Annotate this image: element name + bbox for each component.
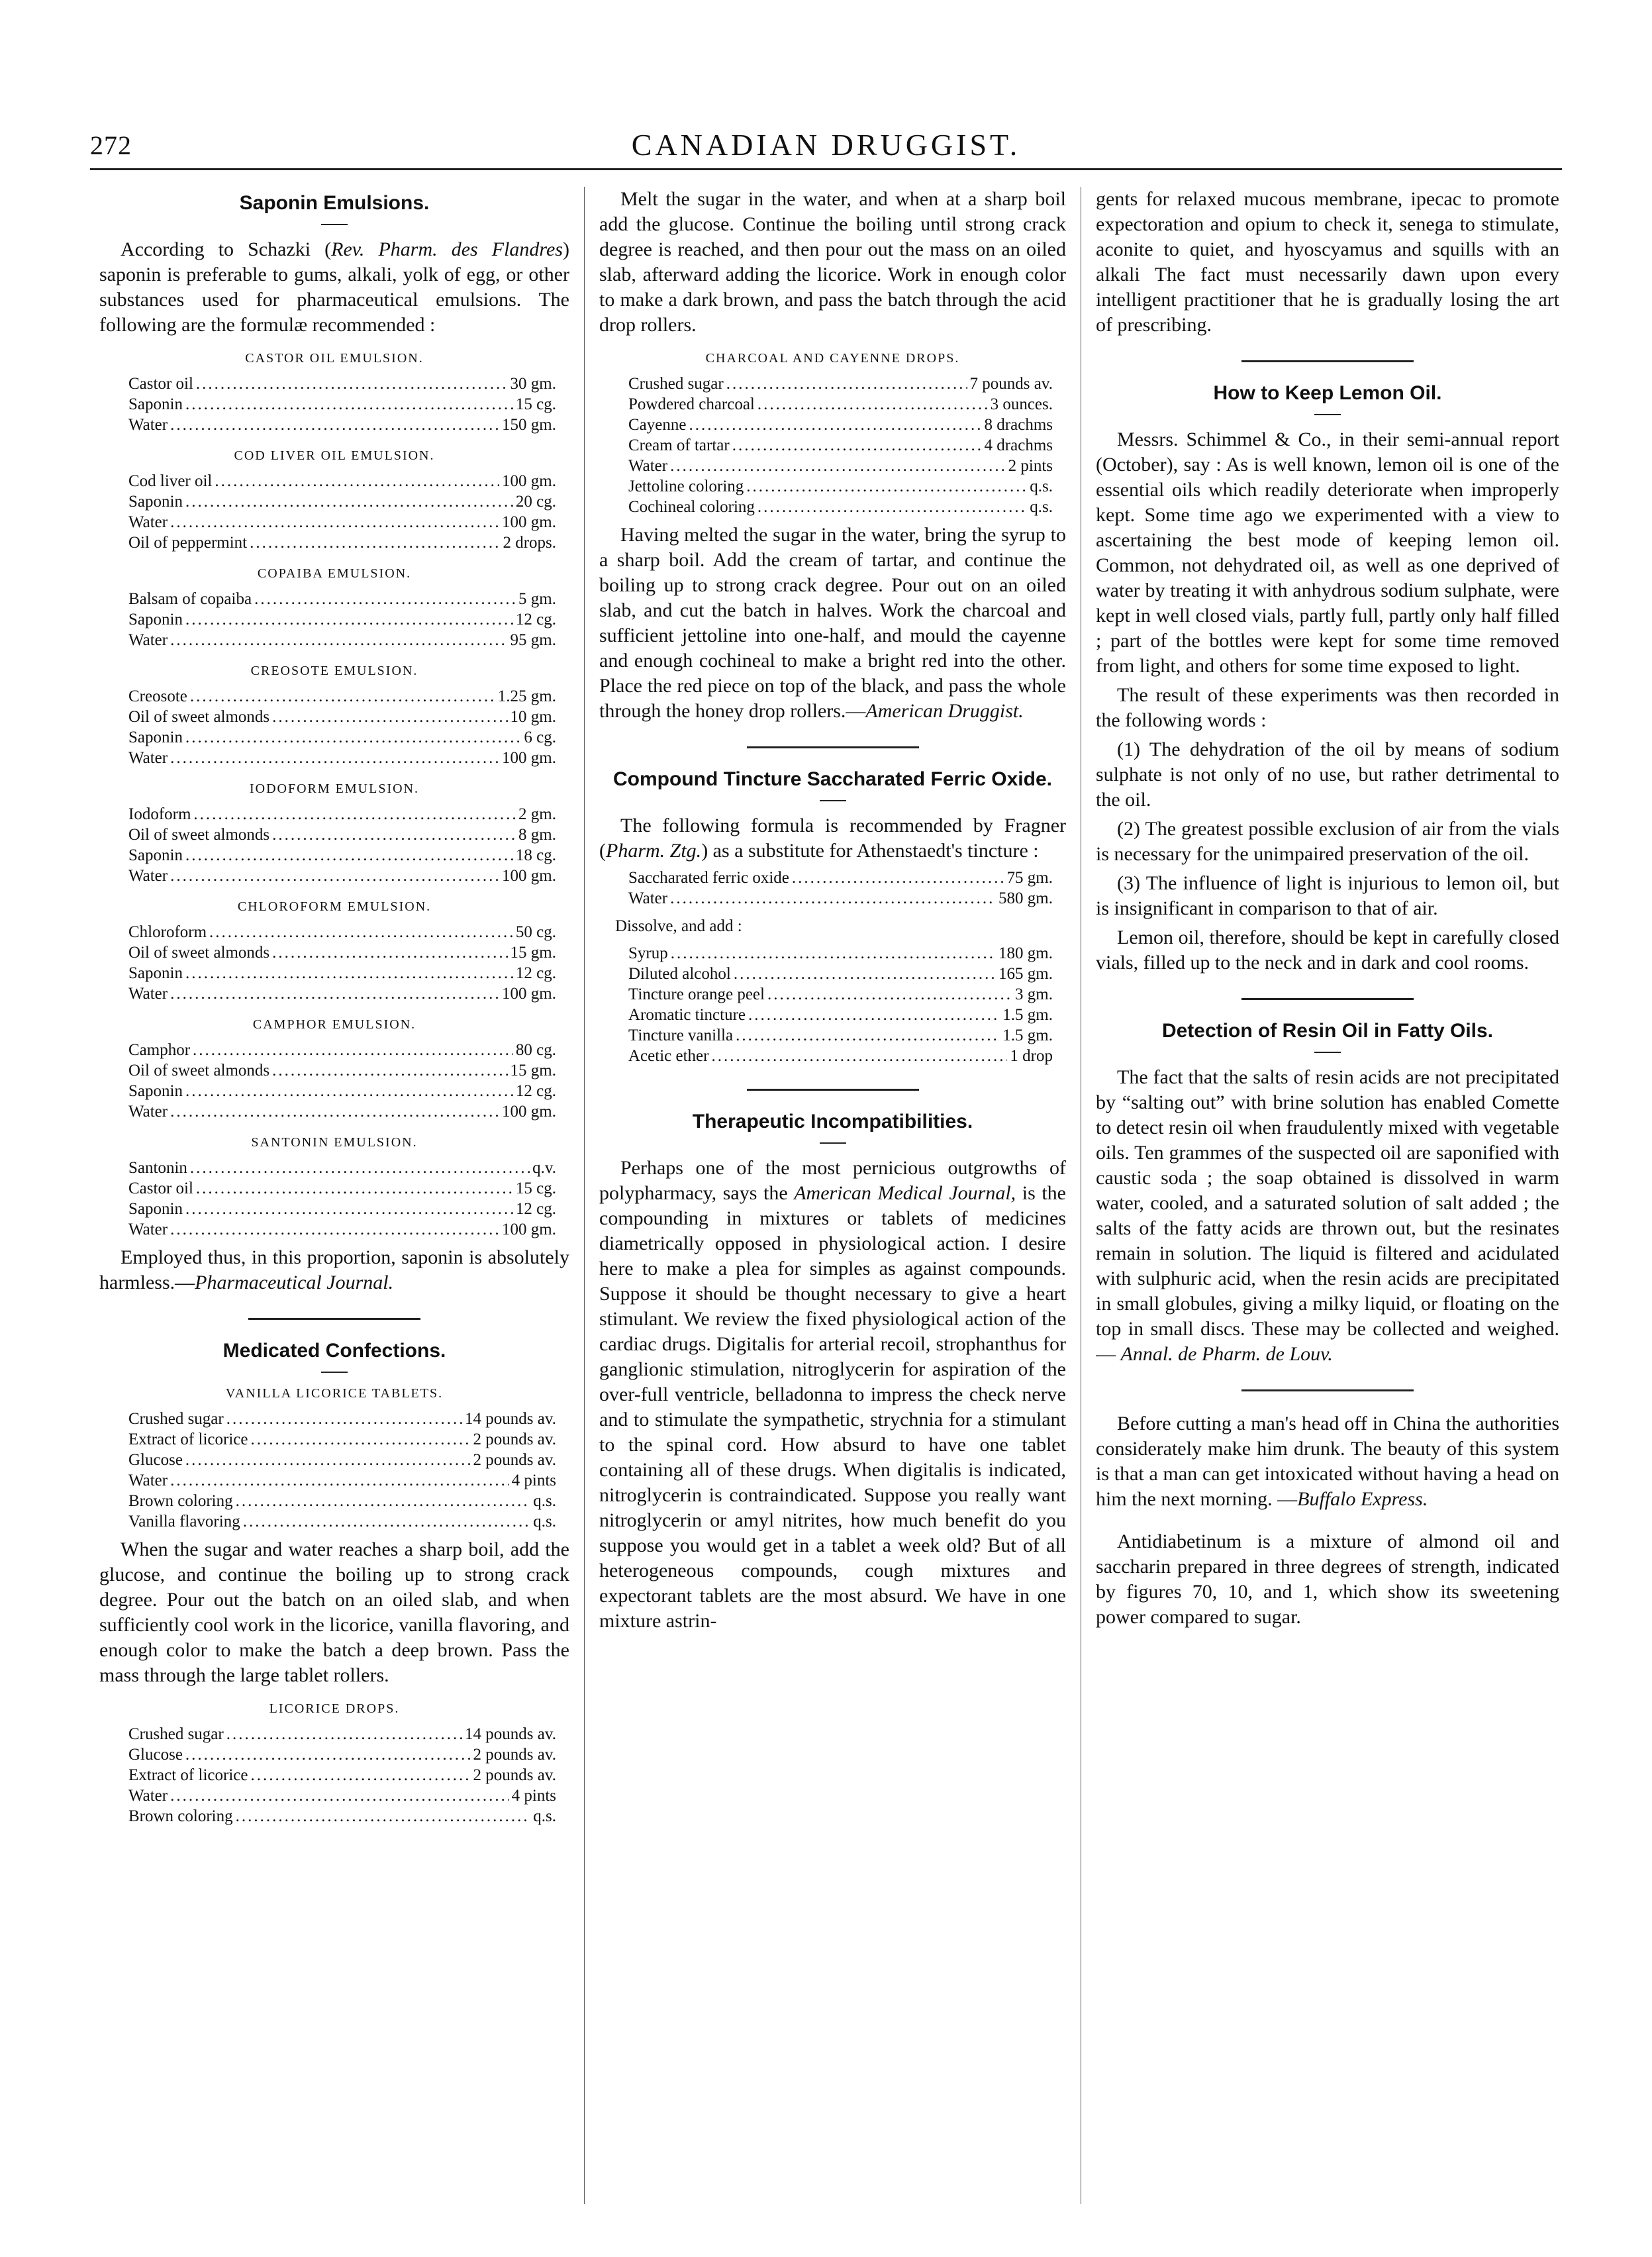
china-paragraph: Before cutting a man's head off in China the authorities considerately make him drunk. The beauty of this system is that a man can get intoxicated without having a head on him the next morning. —Buffalo Express.	[1096, 1413, 1559, 1510]
formula-line	[128, 532, 556, 553]
ingredient-name: Castor oil	[128, 1179, 193, 1197]
ingredient-name: Chloroform	[128, 923, 207, 941]
formula-line	[128, 1450, 556, 1470]
leader-dots	[734, 964, 996, 984]
article-title-lemon-oil: How to Keep Lemon Oil.	[1213, 382, 1442, 404]
formula-line	[128, 983, 556, 1004]
ingredient-name: Saponin	[128, 611, 183, 628]
ingredient-name: Brown coloring	[128, 1807, 233, 1825]
formula-line	[128, 1744, 556, 1765]
ingredient-name: Water	[128, 867, 168, 885]
column-1	[99, 187, 569, 2217]
ingredient-name: Oil of sweet almonds	[128, 826, 270, 844]
formula-block	[128, 922, 556, 1004]
ingredient-quantity: q.v.	[532, 1159, 556, 1177]
ingredient-quantity: 2 pounds av.	[473, 1746, 556, 1764]
ingredient-name: Saponin	[128, 964, 183, 982]
ingredient-name: Water	[628, 457, 668, 475]
ingredient-quantity: 14 pounds av.	[465, 1410, 556, 1428]
formula-line	[128, 825, 556, 845]
ingredient-quantity: 5 gm.	[518, 590, 556, 608]
leader-dots	[170, 415, 499, 435]
ingredient-quantity: 10 gm.	[510, 708, 556, 726]
ingredient-name: Water	[128, 985, 168, 1003]
ingredient-quantity: 6 cg.	[524, 728, 556, 746]
formula-line	[628, 868, 1053, 888]
formula-line	[128, 1060, 556, 1081]
leader-dots	[272, 825, 516, 845]
ingredient-quantity: 100 gm.	[502, 1221, 556, 1238]
leader-dots	[671, 943, 996, 964]
ingredient-quantity: 12 cg.	[515, 964, 556, 982]
confections-paragraph: When the sugar and water reaches a sharp boil, add the glucose, and continue the boiling up to strong crack degree. Pour out the batch on an oiled slab, and when sufficiently cool work in the licorice, vanilla flavoring, and enough color to make the batch a deep brown. Pass the mass through the large tablet rollers.	[99, 1538, 569, 1686]
ingredient-quantity: 12 cg.	[515, 611, 556, 628]
ingredient-name: Saponin	[128, 395, 183, 413]
ingredient-quantity: q.s.	[1030, 477, 1053, 495]
formula-charcoal-cayenne	[628, 374, 1053, 517]
therapeutic-continued: gents for relaxed mucous membrane, ipecac to promote expectoration and opium to check it, senega to stimulate, aconite to quiet, and hyoscyamus and squills with an alkali The fact must necessarily dawn upon every intelligent practitioner that he is gradually losing the art of prescribing.	[1096, 188, 1559, 336]
ingredient-quantity: 100 gm.	[502, 472, 556, 490]
leader-dots	[185, 1081, 513, 1101]
article-title-resin-oil: Detection of Resin Oil in Fatty Oils.	[1161, 1020, 1494, 1042]
formula-line	[128, 1178, 556, 1199]
lemon-paragraph-2: The result of these experiments was then recorded in the following words :	[1096, 684, 1559, 731]
ingredient-quantity: 15 gm.	[510, 944, 556, 962]
formula-line	[128, 727, 556, 748]
ingredient-name: Crushed sugar	[128, 1410, 224, 1428]
ingredient-name: Jettoline coloring	[628, 477, 744, 495]
formula-line	[628, 1005, 1053, 1025]
ingredient-name: Oil of sweet almonds	[128, 944, 270, 962]
ingredient-quantity: 2 pounds av.	[473, 1766, 556, 1784]
article-separator	[747, 1089, 919, 1091]
formula-block	[128, 804, 556, 886]
formula-line	[628, 415, 1053, 435]
formula-vanilla-licorice	[128, 1409, 556, 1532]
ingredient-quantity: 100 gm.	[502, 985, 556, 1003]
formula-line	[128, 686, 556, 707]
title-dash	[321, 224, 348, 225]
title-dash	[321, 1372, 348, 1373]
saponin-intro: According to Schazki (Rev. Pharm. des Flandres) saponin is preferable to gums, alkali, yolk of egg, or other substances used for pharmaceutical emulsions. The following are the formulæ recommended :	[99, 238, 569, 336]
lemon-paragraph-3: Lemon oil, therefore, should be kept in carefully closed vials, filled up to the neck and in dark and cool rooms.	[1096, 927, 1559, 974]
ingredient-name: Water	[128, 513, 168, 531]
leader-dots	[185, 609, 513, 630]
formula-block	[128, 686, 556, 768]
saponin-closing: Employed thus, in this proportion, saponin is absolutely harmless.—Pharmaceutical Journal.	[99, 1246, 569, 1293]
formula-line	[128, 1081, 556, 1101]
ingredient-name: Water	[128, 631, 168, 649]
leader-dots	[170, 1101, 499, 1122]
ingredient-quantity: 20 cg.	[515, 493, 556, 511]
ingredient-name: Water	[128, 1103, 168, 1121]
formula-line	[128, 1724, 556, 1744]
ingredient-quantity: 165 gm.	[998, 965, 1053, 983]
confections-continued: Melt the sugar in the water, and when at a sharp boil add the glucose. Continue the boiling until strong crack degree is reached, and then pour out the mass on an oiled slab, afterward adding the licorice. Work in enough color to make a dark brown, and pass the batch through the acid drop rollers.	[599, 188, 1066, 336]
formula-line	[628, 1046, 1053, 1066]
ingredient-quantity: 3 ounces.	[990, 395, 1053, 413]
ingredient-quantity: 15 cg.	[515, 1179, 556, 1197]
ingredient-name: Cochineal coloring	[628, 498, 755, 516]
ingredient-quantity: 15 gm.	[510, 1062, 556, 1079]
article-title-therapeutic: Therapeutic Incompatibilities.	[692, 1111, 973, 1132]
leader-dots	[185, 1450, 471, 1470]
ingredient-name: Water	[128, 749, 168, 767]
leader-dots	[185, 963, 513, 983]
leader-dots	[170, 512, 499, 532]
formula-line	[628, 394, 1053, 415]
leader-dots	[209, 922, 513, 942]
formula-line	[628, 943, 1053, 964]
ingredient-name: Santonin	[128, 1159, 187, 1177]
ingredient-name: Diluted alcohol	[628, 965, 731, 983]
ingredient-quantity: 150 gm.	[502, 416, 556, 434]
formula-line	[628, 964, 1053, 984]
ingredient-name: Tincture vanilla	[628, 1027, 734, 1044]
charcoal-paragraph: Having melted the sugar in the water, bring the syrup to a sharp boil. Add the cream of tartar, and continue the boiling up to strong crack degree. Pour out on an oiled slab, and cut the batch in halves. Work the charcoal and sufficient jettoline into one-half, and mould the cayenne and enough cochineal to make a bright red into the other. Place the red piece on top of the black, and pass the whole through the honey drop rollers.—American Druggist.	[599, 524, 1066, 722]
ingredient-quantity: 1.5 gm.	[1002, 1006, 1053, 1024]
ingredient-name: Oil of sweet almonds	[128, 1062, 270, 1079]
formula-tincture-part2	[628, 943, 1053, 1066]
leader-dots	[226, 1409, 462, 1429]
formula-line	[628, 435, 1053, 456]
resin-paragraph: The fact that the salts of resin acids are not precipitated by “salting out” with brine solution has enabled Comette to detect resin oil when fraudulently mixed with vegetable oils. Ten grammes of the suspected oil are saponified with caustic soda ; the soap obtained is dissolved in warm water, cooled, and a saturated solution of salt added ; the salts of the fatty acids are thrown out, but the resinates remain in solution. The liquid is filtered and acidulated with sulphuric acid, when the resin acids are precipitated in small globules, giving a milky liquid, or floating on the top in small discs. These may be collected and weighed. — Annal. de Pharm. de Louv.	[1096, 1066, 1559, 1365]
tincture-intro: The following formula is recommended by Fragner (Pharm. Ztg.) as a substitute for Athenstaedt's tincture :	[599, 815, 1066, 862]
ingredient-quantity: 4 drachms	[984, 436, 1053, 454]
ingredient-name: Glucose	[128, 1746, 183, 1764]
formula-block	[128, 1040, 556, 1122]
leader-dots	[170, 866, 499, 886]
ingredient-quantity: 95 gm.	[510, 631, 556, 649]
leader-dots	[757, 497, 1027, 517]
lemon-finding-1: (1) The dehydration of the oil by means of sodium sulphate is not only of no use, but rather detrimental to the oil.	[1096, 738, 1559, 811]
ingredient-quantity: 80 cg.	[515, 1041, 556, 1059]
formula-tincture-part1	[628, 868, 1053, 909]
leader-dots	[254, 589, 516, 609]
column-3	[1096, 187, 1559, 2217]
formula-line	[128, 415, 556, 435]
leader-dots	[170, 1219, 499, 1240]
formula-line	[128, 491, 556, 512]
leader-dots	[736, 1025, 1000, 1046]
formula-line	[128, 1470, 556, 1491]
leader-dots	[732, 435, 982, 456]
ingredient-name: Crushed sugar	[628, 375, 724, 393]
formula-line	[628, 374, 1053, 394]
leader-dots	[170, 1785, 509, 1806]
leader-dots	[272, 707, 507, 727]
article-separator	[747, 746, 919, 748]
ingredient-quantity: 3 gm.	[1015, 985, 1053, 1003]
ingredient-quantity: 4 pints	[511, 1472, 556, 1489]
formula-block	[128, 589, 556, 650]
ingredient-name: Oil of peppermint	[128, 534, 248, 552]
leader-dots	[190, 1158, 530, 1178]
saponin-formulas	[99, 350, 569, 1240]
leader-dots	[767, 984, 1012, 1005]
formula-line	[628, 888, 1053, 909]
formula-line	[128, 471, 556, 491]
ingredient-name: Castor oil	[128, 375, 193, 393]
ingredient-quantity: 180 gm.	[998, 944, 1053, 962]
formula-title: CREOSOTE EMULSION.	[250, 664, 418, 678]
formula-line	[128, 804, 556, 825]
ingredient-name: Crushed sugar	[128, 1725, 224, 1743]
formula-title: COPAIBA EMULSION.	[257, 566, 412, 581]
ingredient-quantity: q.s.	[533, 1807, 556, 1825]
leader-dots	[170, 748, 499, 768]
article-separator	[1241, 1389, 1414, 1391]
article-title-tincture: Compound Tincture Saccharated Ferric Oxide.	[613, 768, 1052, 790]
leader-dots	[250, 532, 500, 553]
leader-dots	[711, 1046, 1007, 1066]
lemon-finding-3: (3) The influence of light is injurious to lemon oil, but is insignificant in comparison to that of air.	[1096, 872, 1559, 919]
leader-dots	[272, 942, 507, 963]
formula-line	[128, 845, 556, 866]
leader-dots	[250, 1429, 470, 1450]
ingredient-name: Tincture orange peel	[628, 985, 765, 1003]
leader-dots	[689, 415, 981, 435]
article-title-saponin: Saponin Emulsions.	[239, 192, 430, 214]
leader-dots	[748, 1005, 1000, 1025]
ingredient-quantity: 30 gm.	[510, 375, 556, 393]
ingredient-quantity: 2 drops.	[503, 534, 556, 552]
formula-line	[628, 497, 1053, 517]
ingredient-name: Acetic ether	[628, 1047, 709, 1065]
formula-line	[128, 589, 556, 609]
formula-line	[128, 374, 556, 394]
ingredient-quantity: 12 cg.	[515, 1082, 556, 1100]
leader-dots	[185, 491, 513, 512]
formula-line	[628, 984, 1053, 1005]
formula-title: IODOFORM EMULSION.	[249, 781, 419, 796]
formula-block	[128, 1158, 556, 1240]
leader-dots	[196, 1178, 513, 1199]
ingredient-quantity: q.s.	[1030, 498, 1053, 516]
ingredient-name: Creosote	[128, 687, 187, 705]
ingredient-quantity: 14 pounds av.	[465, 1725, 556, 1743]
formula-line	[128, 1765, 556, 1785]
formula-line	[128, 707, 556, 727]
running-head: CANADIAN DRUGGIST.	[631, 128, 1021, 162]
leader-dots	[226, 1724, 462, 1744]
leader-dots	[236, 1806, 531, 1827]
ingredient-name: Iodoform	[128, 805, 191, 823]
ingredient-quantity: 75 gm.	[1006, 869, 1053, 887]
ingredient-name: Aromatic tincture	[628, 1006, 746, 1024]
column-rule-1	[584, 187, 585, 2204]
leader-dots	[670, 456, 1006, 476]
ingredient-name: Saponin	[128, 493, 183, 511]
formula-line	[128, 748, 556, 768]
formula-line	[128, 1429, 556, 1450]
formula-line	[128, 963, 556, 983]
leader-dots	[185, 1199, 513, 1219]
ingredient-name: Water	[128, 1787, 168, 1805]
ingredient-name: Water	[628, 889, 668, 907]
leader-dots	[185, 394, 513, 415]
antidiabetinum-paragraph: Antidiabetinum is a mixture of almond oil and saccharin prepared in three degrees of strength, indicated by figures 70, 10, and 1, which show its sweetening power compared to sugar.	[1096, 1530, 1559, 1628]
page-number: 272	[90, 130, 132, 160]
formula-line	[628, 456, 1053, 476]
ingredient-name: Saponin	[128, 728, 183, 746]
ingredient-name: Water	[128, 416, 168, 434]
ingredient-quantity: 8 drachms	[984, 416, 1053, 434]
ingredient-name: Water	[128, 1221, 168, 1238]
leader-dots	[185, 727, 521, 748]
article-separator	[1241, 998, 1414, 1000]
ingredient-name: Saponin	[128, 1200, 183, 1218]
formula-line	[128, 866, 556, 886]
formula-line	[628, 476, 1053, 497]
ingredient-quantity: 2 gm.	[518, 805, 556, 823]
leader-dots	[170, 1470, 509, 1491]
leader-dots	[190, 686, 495, 707]
formula-line	[128, 1785, 556, 1806]
formula-block	[128, 471, 556, 553]
leader-dots	[196, 374, 508, 394]
leader-dots	[726, 374, 967, 394]
ingredient-quantity: 12 cg.	[515, 1200, 556, 1218]
formula-line	[628, 1025, 1053, 1046]
ingredient-name: Saccharated ferric oxide	[628, 869, 789, 887]
title-dash	[820, 800, 846, 801]
ingredient-name: Vanilla flavoring	[128, 1513, 240, 1530]
ingredient-name: Cayenne	[628, 416, 687, 434]
ingredient-name: Balsam of copaiba	[128, 590, 252, 608]
formula-line	[128, 922, 556, 942]
ingredient-quantity: 2 pounds av.	[473, 1451, 556, 1469]
leader-dots	[243, 1511, 531, 1532]
formula-line	[128, 1101, 556, 1122]
leader-dots	[746, 476, 1027, 497]
formula-line	[128, 1199, 556, 1219]
formula-line	[128, 394, 556, 415]
formula-line	[128, 609, 556, 630]
leader-dots	[236, 1491, 531, 1511]
ingredient-name: Brown coloring	[128, 1492, 233, 1510]
ingredient-quantity: 1 drop	[1010, 1047, 1053, 1065]
formula-title: CHARCOAL AND CAYENNE DROPS.	[705, 351, 960, 366]
ingredient-name: Powdered charcoal	[628, 395, 755, 413]
ingredient-name: Extract of licorice	[128, 1430, 248, 1448]
ingredient-name: Saponin	[128, 846, 183, 864]
formula-title: LICORICE DROPS.	[269, 1701, 400, 1716]
ingredient-quantity: 1.25 gm.	[497, 687, 556, 705]
leader-dots	[792, 868, 1004, 888]
formula-title: VANILLA LICORICE TABLETS.	[225, 1386, 444, 1401]
ingredient-quantity: 580 gm.	[998, 889, 1053, 907]
ingredient-quantity: 8 gm.	[518, 826, 556, 844]
ingredient-quantity: 2 pounds av.	[473, 1430, 556, 1448]
ingredient-quantity: 18 cg.	[515, 846, 556, 864]
leader-dots	[757, 394, 988, 415]
header-rule	[90, 168, 1562, 170]
ingredient-quantity: 1.5 gm.	[1002, 1027, 1053, 1044]
leader-dots	[670, 888, 996, 909]
ingredient-quantity: 15 cg.	[515, 395, 556, 413]
article-title-confections: Medicated Confections.	[222, 1340, 446, 1362]
ingredient-name: Extract of licorice	[128, 1766, 248, 1784]
ingredient-quantity: 4 pints	[511, 1787, 556, 1805]
title-dash	[1314, 414, 1341, 415]
leader-dots	[170, 630, 507, 650]
leader-dots	[193, 804, 516, 825]
leader-dots	[215, 471, 499, 491]
ingredient-name: Camphor	[128, 1041, 191, 1059]
formula-title: SANTONIN EMULSION.	[251, 1135, 418, 1150]
leader-dots	[272, 1060, 507, 1081]
formula-block	[128, 374, 556, 435]
ingredient-name: Oil of sweet almonds	[128, 708, 270, 726]
formula-line	[128, 1409, 556, 1429]
formula-line	[128, 512, 556, 532]
formula-line	[128, 942, 556, 963]
ingredient-name: Syrup	[628, 944, 668, 962]
lemon-finding-2: (2) The greatest possible exclusion of air from the vials is necessary for the unimpaired preservation of the oil.	[1096, 818, 1559, 865]
ingredient-quantity: 100 gm.	[502, 749, 556, 767]
lemon-paragraph-1: Messrs. Schimmel & Co., in their semi-annual report (October), say : As is well known, lemon oil is one of the essential oils which readily deteriorate when improperly kept. Some time ago we experimented with a view to ascertaining the best mode of keeping lemon oil. Common, not dehydrated oil, as well as one deprived of water by treating it with anhydrous sodium sulphate, were kept in well closed vials, partly full, partly only half filled ; part of the bottles were kept for some time removed from light, and others for some time exposed to light.	[1096, 428, 1559, 677]
ingredient-quantity: 100 gm.	[502, 1103, 556, 1121]
ingredient-name: Water	[128, 1472, 168, 1489]
ingredient-name: Glucose	[128, 1451, 183, 1469]
formula-line	[128, 1491, 556, 1511]
formula-line	[128, 1219, 556, 1240]
formula-licorice-drops	[128, 1724, 556, 1827]
ingredient-quantity: q.s.	[533, 1492, 556, 1510]
column-2	[599, 187, 1066, 2217]
formula-line	[128, 1040, 556, 1060]
formula-line	[128, 630, 556, 650]
article-separator	[248, 1318, 420, 1320]
formula-title: CHLOROFORM EMULSION.	[237, 899, 432, 914]
ingredient-quantity: 7 pounds av.	[969, 375, 1053, 393]
leader-dots	[185, 1744, 471, 1765]
formula-title: CASTOR OIL EMULSION.	[245, 351, 424, 366]
title-dash	[820, 1142, 846, 1144]
leader-dots	[250, 1765, 470, 1785]
ingredient-quantity: 100 gm.	[502, 513, 556, 531]
ingredient-name: Cream of tartar	[628, 436, 730, 454]
formula-line	[128, 1511, 556, 1532]
ingredient-quantity: 2 pints	[1008, 457, 1053, 475]
ingredient-name: Saponin	[128, 1082, 183, 1100]
therapeutic-paragraph: Perhaps one of the most pernicious outgrowths of polypharmacy, says the American Medical Journal, is the compounding in mixtures or tablets of medicines diametrically opposed in physiological action. I desire here to make a plea for simples as against compounds. Suppose it should be thought necessary to give a heart stimulant. We review the fixed physiological action of the cardiac drugs. Digitalis for arterial recoil, strophanthus for ganglionic stimulation, nitroglycerin for aspiration of the over-full ventricle, belladonna to impress the check nerve and to stimulate the sympathetic, strychnia for a stimulant to the spinal cord. How absurd to have one tablet containing all of these drugs. When digitalis is indicated, nitroglycerin is contraindicated. Suppose you really want nitroglycerin or amyl nitrites, how much benefit do you suppose you would get in a tablet a week old? But of all heterogeneous compounds, cough mixtures and expectorant tablets are the most absurd. We have in one mixture astrin-	[599, 1157, 1066, 1632]
dissolve-instruction: Dissolve, and add :	[615, 917, 742, 935]
ingredient-quantity: q.s.	[533, 1513, 556, 1530]
formula-title: COD LIVER OIL EMULSION.	[234, 448, 435, 463]
formula-title: CAMPHOR EMULSION.	[252, 1017, 416, 1032]
formula-line	[128, 1806, 556, 1827]
ingredient-quantity: 50 cg.	[515, 923, 556, 941]
title-dash	[1314, 1052, 1341, 1053]
formula-line	[128, 1158, 556, 1178]
leader-dots	[193, 1040, 513, 1060]
leader-dots	[185, 845, 513, 866]
leader-dots	[170, 983, 499, 1004]
article-separator	[1241, 360, 1414, 362]
ingredient-quantity: 100 gm.	[502, 867, 556, 885]
ingredient-name: Cod liver oil	[128, 472, 213, 490]
